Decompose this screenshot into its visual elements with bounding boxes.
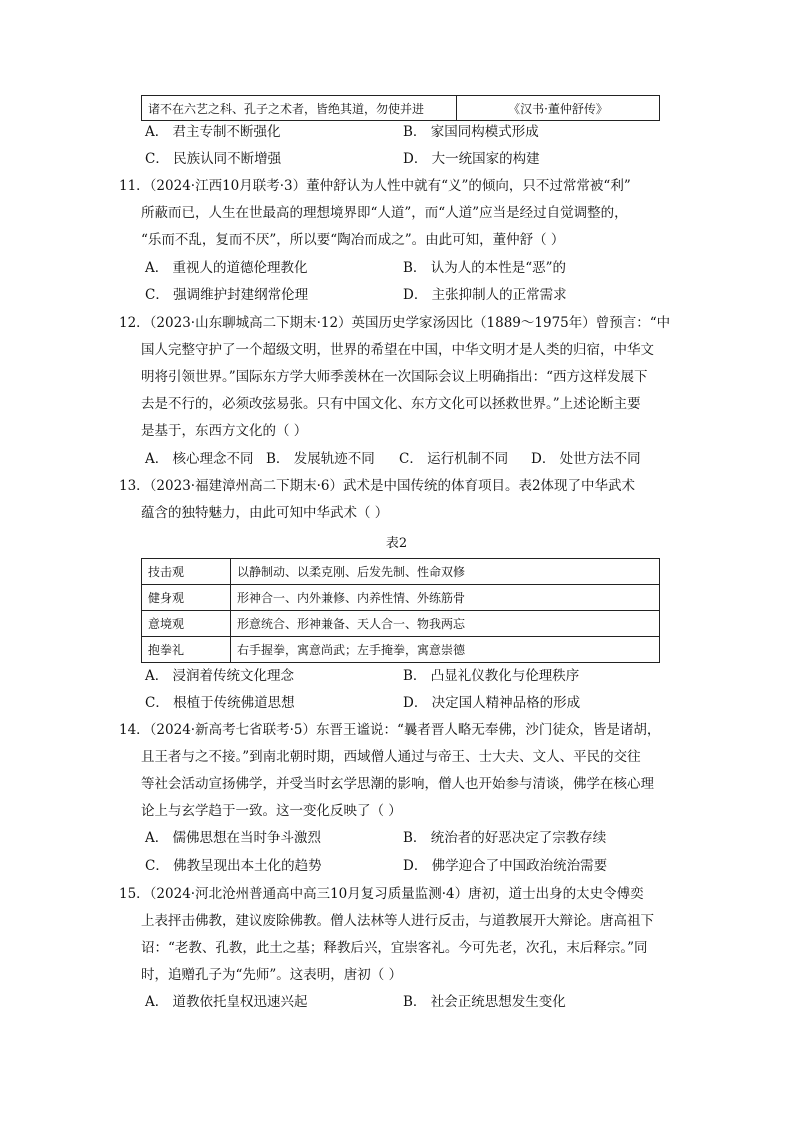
- q11-option-a[interactable]: A． 重视人的道德伦理教化: [145, 260, 308, 276]
- table-row: [142, 611, 660, 637]
- source-citation: 《汉书·董仲舒传》: [457, 96, 660, 121]
- table-row: [142, 585, 660, 611]
- q11-options-row2: [141, 285, 661, 305]
- q14-option-c[interactable]: C． 佛教呈现出本土化的趋势: [145, 858, 322, 874]
- q12-option-c[interactable]: C． 运行机制不同: [399, 451, 509, 467]
- q13-option-c[interactable]: C． 根植于传统佛道思想: [145, 695, 295, 711]
- q11-option-d[interactable]: D． 主张抑制人的正常需求: [403, 287, 567, 303]
- table-row: [142, 637, 660, 663]
- table-row: [142, 559, 660, 585]
- q12-stem-line5: 是基于，东西方文化的（ ）: [141, 423, 308, 439]
- q13-options-row1: [141, 666, 661, 686]
- q14-stem-line1: 14．（2024·新高考七省联考·5）东晋王谧说：“曩者晋人略无奉佛，沙门徒众，皆是诸胡，: [119, 722, 661, 738]
- q13-option-b[interactable]: B． 凸显礼仪教化与伦理秩序: [403, 668, 580, 684]
- q11-option-c[interactable]: C． 强调维护封建纲常伦理: [145, 287, 309, 303]
- table-cell-value: 形神合一、内外兼修、内养性情、外练筋骨: [231, 585, 660, 611]
- table-caption: 表2: [385, 536, 408, 551]
- q14-stem-line2: 且王者与之不接。”到南北朝时期，西域僧人通过与帝王、士大夫、文人、平民的交往: [141, 749, 641, 765]
- q13-options-row2: [141, 693, 661, 713]
- wushu-table: [141, 558, 660, 663]
- q12-option-a[interactable]: A． 核心理念不同: [145, 451, 254, 467]
- q12-option-d[interactable]: D． 处世方法不同: [531, 451, 641, 467]
- q14-options-row1: [141, 828, 661, 848]
- q14-option-a[interactable]: A． 儒佛思想在当时争斗激烈: [145, 830, 322, 846]
- q11-stem-line2: 所蔽而已，人生在世最高的理想境界即“人道”，而“人道”应当是经过自觉调整的，: [141, 205, 628, 221]
- q13-stem-line2: 蕴含的独特魅力，由此可知中华武术（ ）: [141, 505, 389, 521]
- q15-stem-line1: 15．（2024·河北沧州普通高中高三10月复习质量监测·4）唐初，道士出身的太史令傅奕: [119, 886, 644, 902]
- q11-option-b[interactable]: B． 认为人的本性是“恶”的: [403, 260, 567, 276]
- q15-options-row1: [141, 992, 661, 1012]
- q12-stem-line1: 12．（2023·山东聊城高二下期末·12）英国历史学家汤因比（1889～1975年）曾预言：“中: [119, 315, 671, 331]
- q13-option-a[interactable]: A． 浸润着传统文化理念: [145, 668, 295, 684]
- q15-stem-line3: 诏：“老教、孔教，此土之基；释教后兴，宜崇客礼。今可先老，次孔，末后释宗。”同: [141, 940, 648, 956]
- q12-stem-line4: 去是不行的，必须改弦易张。只有中国文化、东方文化可以拯救世界。”上述论断主要: [141, 396, 641, 412]
- q12-stem-line3: 明将引领世界。”国际东方学大师季羡林在一次国际会议上明确指出：“西方这样发展下: [141, 369, 648, 385]
- q10-option-d[interactable]: D． 大一统国家的构建: [403, 151, 540, 167]
- q12-option-b[interactable]: B． 发展轨迹不同: [266, 451, 375, 467]
- table-cell-key: 技击观: [142, 559, 231, 585]
- q14-option-d[interactable]: D． 佛学迎合了中国政治统治需要: [403, 858, 608, 874]
- q11-stem-line1: 11．（2024·江西10月联考·3）董仲舒认为人性中就有“义”的倾向，只不过常常被“利”: [119, 178, 631, 194]
- q12-stem-line2: 国人完整守护了一个超级文明，世界的希望在中国，中华文明才是人类的归宿，中华文: [141, 342, 654, 358]
- q10-option-b[interactable]: B． 家国同构模式形成: [403, 124, 539, 140]
- q11-stem-line3: “乐而不乱，复而不厌”，所以要“陶冶而成之”。由此可知，董仲舒（ ）: [141, 232, 565, 248]
- source-quote: 诸不在六艺之科、孔子之术者，皆绝其道，勿使并进: [142, 96, 457, 121]
- q10-options-row1: [141, 122, 661, 142]
- q15-stem-line4: 时，追赠孔子为“先师”。这表明，唐初（ ）: [141, 967, 403, 983]
- source-table: [141, 95, 660, 121]
- q14-option-b[interactable]: B． 统治者的好恶决定了宗教存续: [403, 830, 607, 846]
- table-row: [142, 96, 660, 121]
- table-cell-value: 以静制动、以柔克刚、后发先制、性命双修: [231, 559, 660, 585]
- q15-option-b[interactable]: B． 社会正统思想发生变化: [403, 994, 566, 1010]
- q13-option-d[interactable]: D． 决定国人精神品格的形成: [403, 695, 581, 711]
- q10-options-row2: [141, 149, 661, 169]
- q10-option-a[interactable]: A． 君主专制不断强化: [145, 124, 281, 140]
- q12-options-row: [141, 449, 661, 469]
- table-cell-key: 健身观: [142, 585, 231, 611]
- q15-option-a[interactable]: A． 道教依托皇权迅速兴起: [145, 994, 308, 1010]
- table-cell-value: 右手握拳，寓意尚武；左手掩拳，寓意崇德: [231, 637, 660, 663]
- q15-stem-line2: 上表抨击佛教，建议废除佛教。僧人法林等人进行反击，与道教展开大辩论。唐高祖下: [141, 913, 654, 929]
- q14-stem-line3: 等社会活动宣扬佛学，并受当时玄学思潮的影响，僧人也开始参与清谈，佛学在核心理: [141, 776, 654, 792]
- q14-options-row2: [141, 856, 661, 876]
- table-cell-key: 抱拳礼: [142, 637, 231, 663]
- table-cell-value: 形意统合、形神兼备、天人合一、物我两忘: [231, 611, 660, 637]
- table-cell-key: 意境观: [142, 611, 231, 637]
- q13-stem-line1: 13．（2023·福建漳州高二下期末·6）武术是中国传统的体育项目。表2体现了中华武术: [119, 478, 636, 494]
- q11-options-row1: [141, 258, 661, 278]
- q10-option-c[interactable]: C． 民族认同不断增强: [145, 151, 282, 167]
- q14-stem-line4: 论上与玄学趋于一致。这一变化反映了（ ）: [141, 803, 402, 819]
